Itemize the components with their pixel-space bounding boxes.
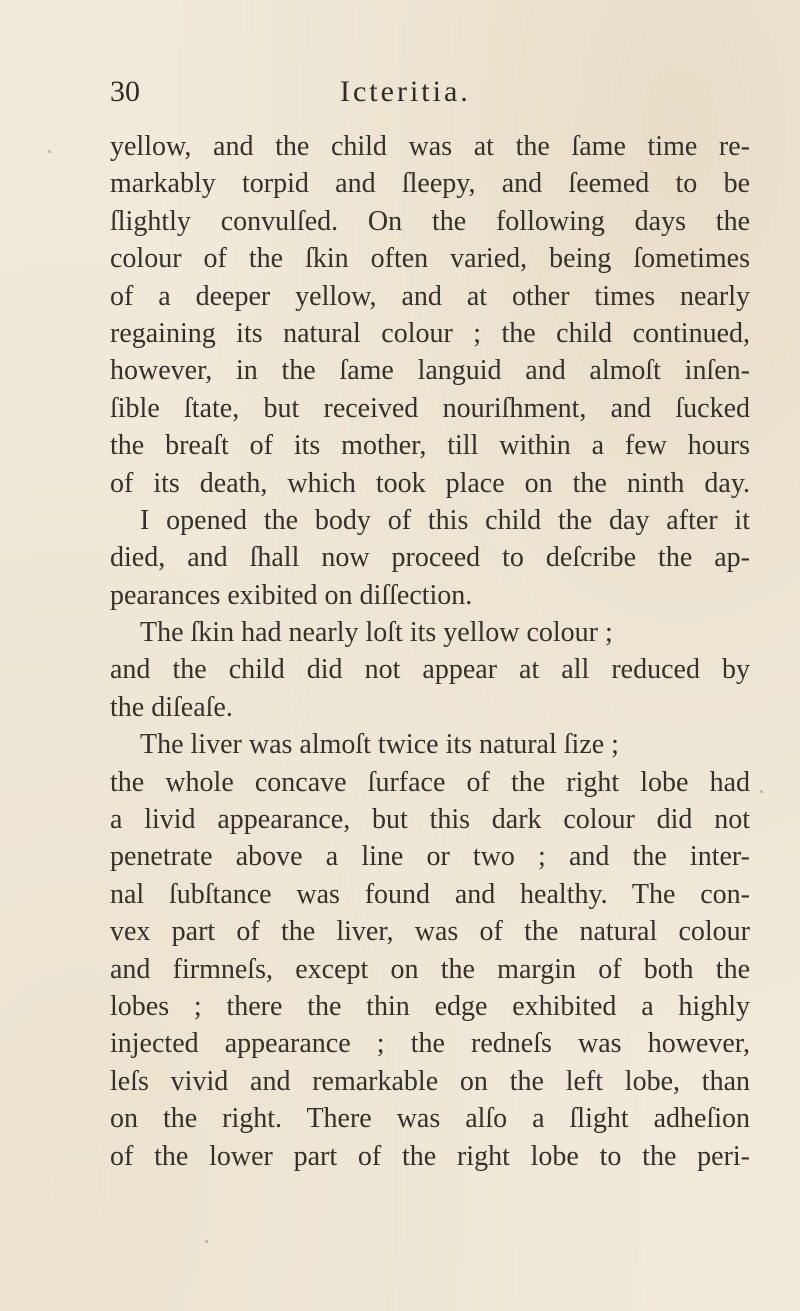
paper-speck	[640, 170, 643, 173]
running-head	[110, 72, 710, 112]
text-line: markably torpid and ſleepy, and ſeemed to be	[110, 168, 750, 200]
text-line: the whole concave ſurface of the right lobe had	[110, 766, 750, 798]
text-line: of the lower part of the right lobe to the peri-	[110, 1140, 750, 1172]
body-text	[110, 128, 750, 1175]
text-line: died, and ſhall now proceed to deſcribe the ap-	[110, 542, 750, 574]
text-line: ſlightly convulſed. On the following days the	[110, 205, 750, 237]
text-line: leſs vivid and remarkable on the left lobe, than	[110, 1065, 750, 1097]
paper-speck	[760, 790, 763, 793]
text-line: nal ſubſtance was found and healthy. The con-	[110, 878, 750, 910]
text-line: yellow, and the child was at the ſame time re-	[110, 131, 750, 162]
text-line: however, in the ſame languid and almoſt inſen-	[110, 355, 750, 387]
text-line: ſible ſtate, but received nouriſhment, and ſucked	[110, 392, 750, 424]
text-line: regaining its natural colour ; the child continued,	[110, 317, 750, 349]
text-line: and firmneſs, except on the margin of both the	[110, 953, 750, 985]
paper-speck	[205, 1240, 208, 1243]
text-line: the breaſt of its mother, till within a few hours	[110, 430, 750, 462]
text-line: of a deeper yellow, and at other times nearly	[110, 280, 750, 312]
text-line: of its death, which took place on the ninth day.	[110, 467, 750, 499]
paragraph-first-line: The liver was almoſt twice its natural ſize ;	[140, 729, 619, 761]
running-title: Icteritia.	[340, 75, 471, 108]
text-line: penetrate above a line or two ; and the inter-	[110, 841, 750, 873]
paragraph-first-line: I opened the body of this child the day after it	[140, 504, 750, 536]
text-line: and the child did not appear at all reduced by	[110, 654, 750, 686]
text-line: on the right. There was alſo a ſlight adheſion	[110, 1103, 750, 1135]
text-line: lobes ; there the thin edge exhibited a highly	[110, 990, 750, 1022]
paragraph-last-line: pearances exibited on diſſection.	[110, 579, 473, 611]
text-line: a livid appearance, but this dark colour did not	[110, 804, 750, 836]
text-line: vex part of the liver, was of the natural colour	[110, 916, 750, 948]
paragraph-last-line: the diſeaſe.	[110, 691, 233, 723]
text-line: injected appearance ; the redneſs was however,	[110, 1028, 750, 1060]
text-line: colour of the ſkin often varied, being ſometimes	[110, 243, 750, 275]
page-number: 30	[110, 75, 140, 108]
paper-speck	[48, 150, 51, 153]
paragraph-first-line: The ſkin had nearly loſt its yellow colour ;	[140, 617, 613, 649]
